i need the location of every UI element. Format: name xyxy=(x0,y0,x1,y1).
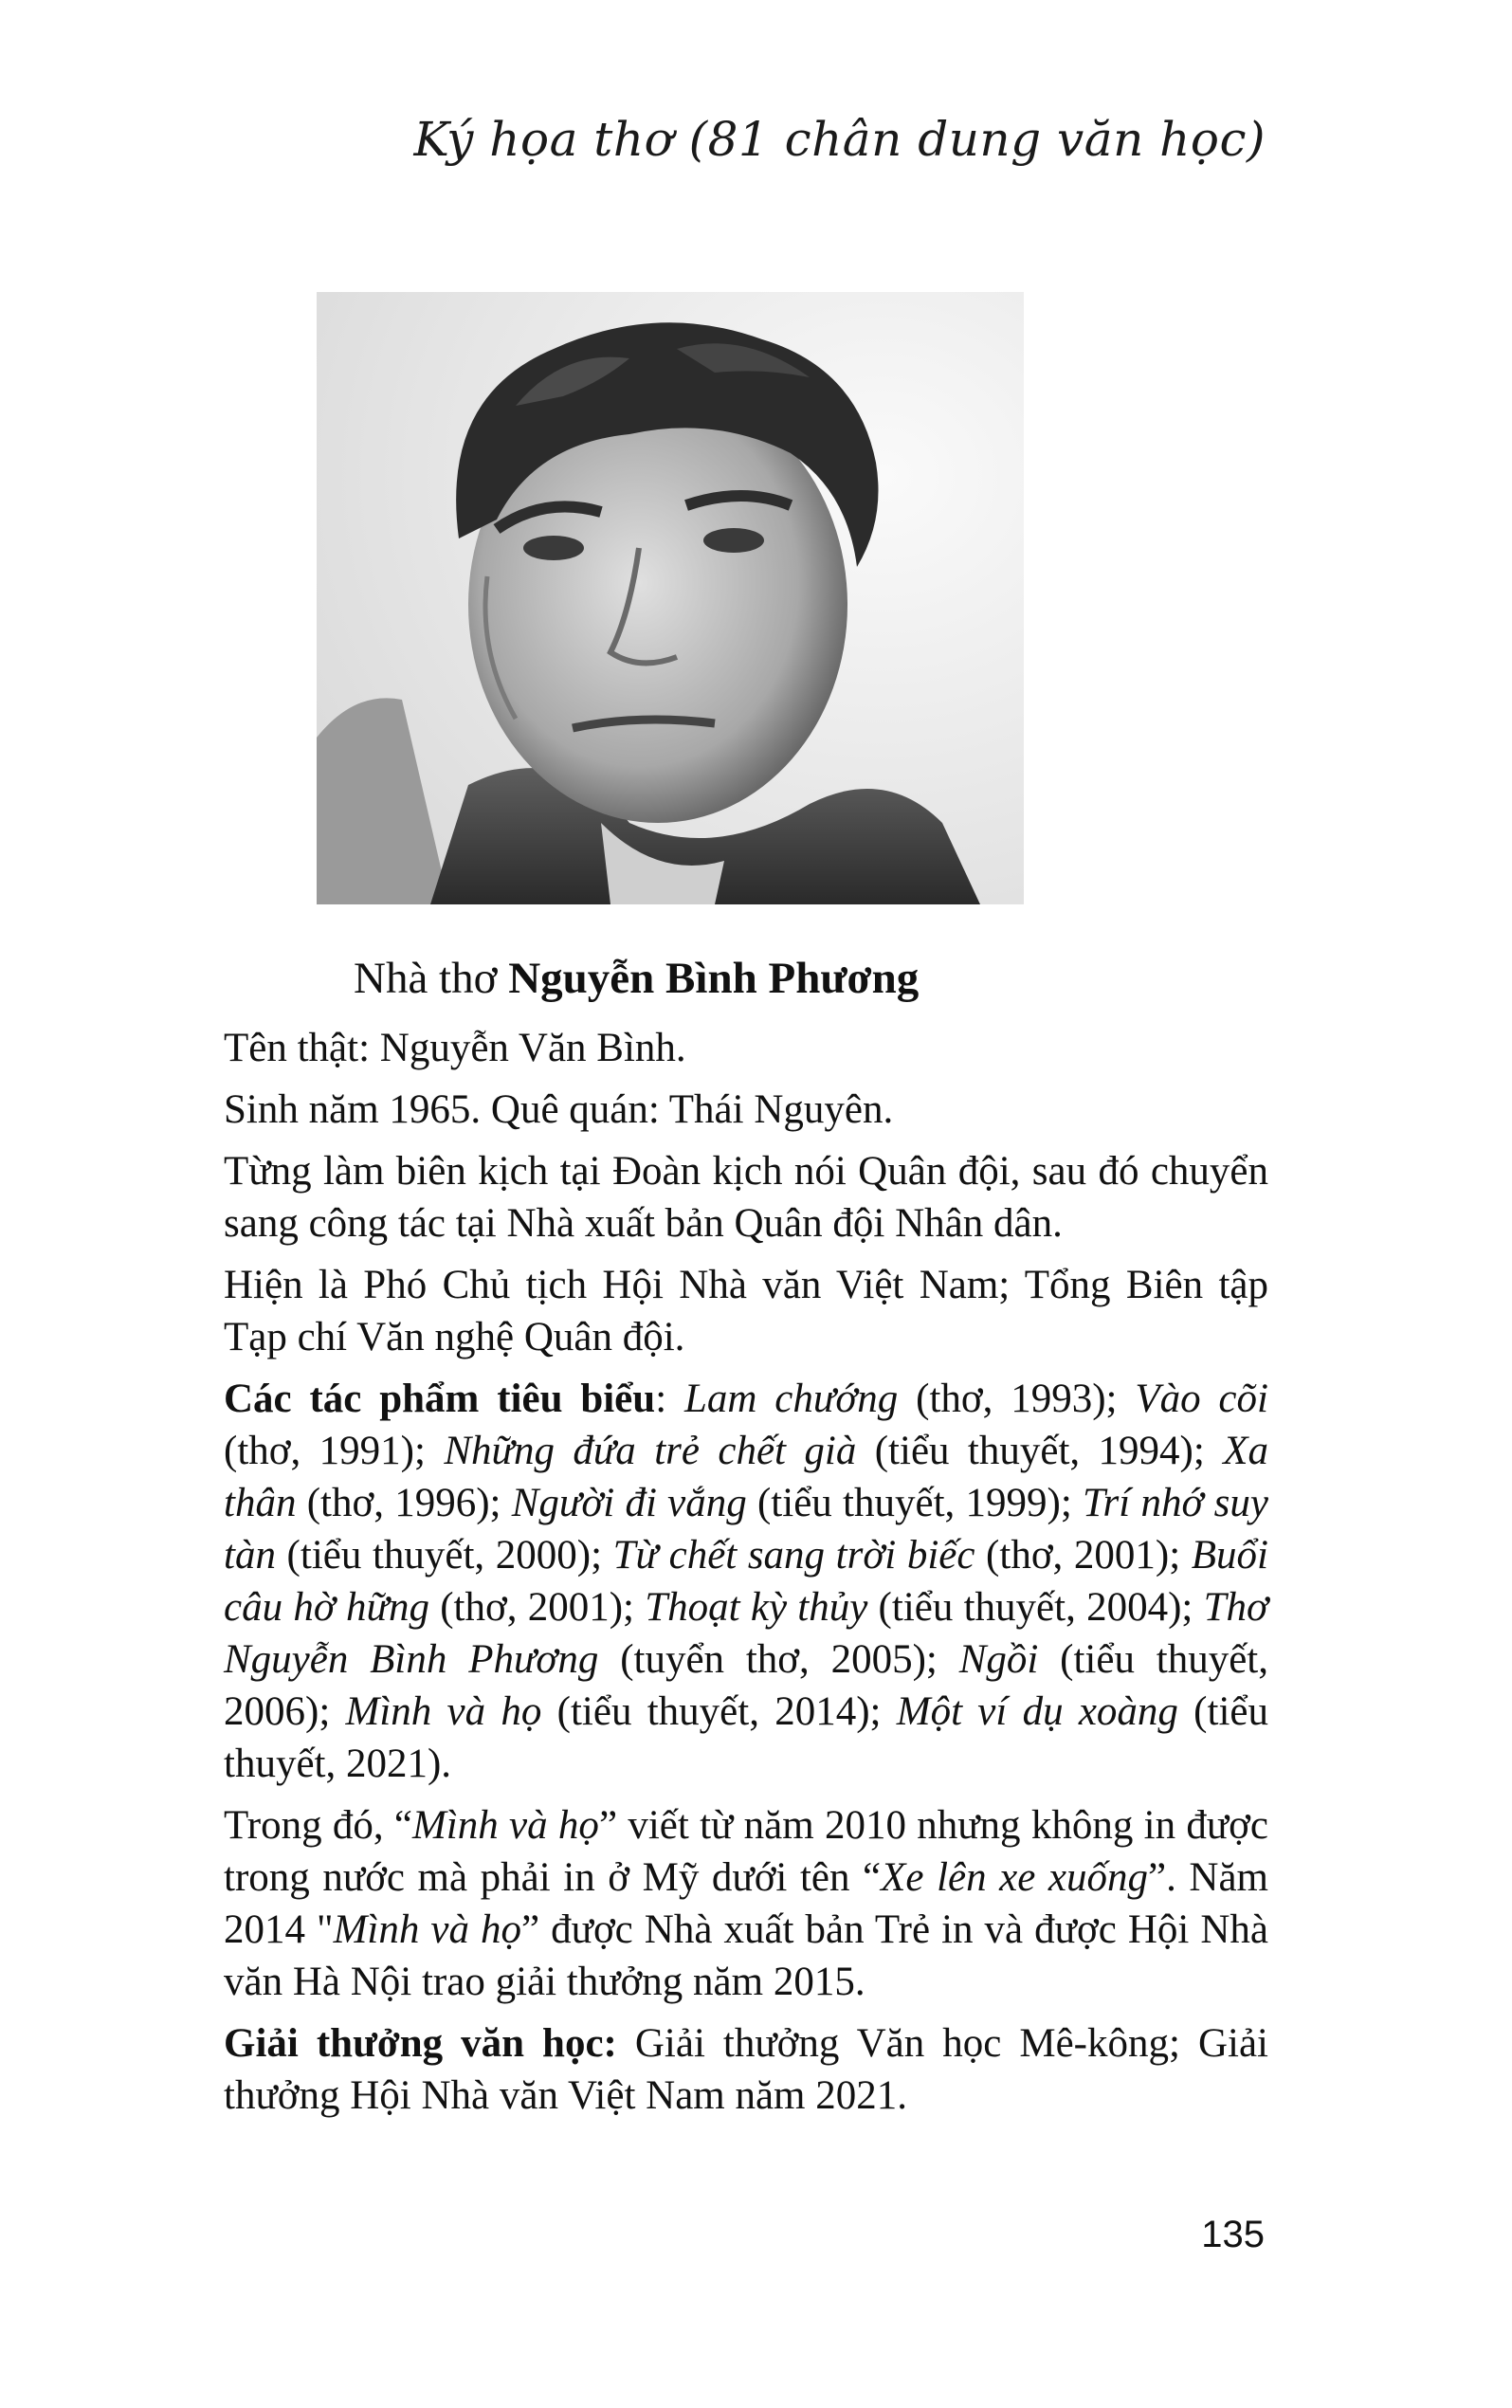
work-title: Xa thân xyxy=(224,1429,1269,1525)
story-paragraph xyxy=(224,1799,1268,2008)
work-title: Ngồi xyxy=(958,1637,1039,1682)
awards-paragraph xyxy=(224,2017,1268,2122)
works-colon: : xyxy=(655,1377,684,1421)
work-title: Từ chết sang trời biếc xyxy=(612,1533,975,1578)
work-title: Thoạt kỳ thủy xyxy=(645,1585,868,1630)
works-paragraph xyxy=(224,1373,1268,1790)
poet-portrait-icon xyxy=(317,292,1024,904)
work-note: (tiểu thuyết, 2004); xyxy=(867,1585,1204,1630)
work-title: Lam chướng xyxy=(683,1377,899,1421)
story-text: ”. Năm 2014 " xyxy=(224,1855,1268,1952)
portrait-photo xyxy=(317,292,1024,904)
work-title: Vào cõi xyxy=(1135,1377,1268,1421)
work-note: (thơ, 1996); xyxy=(296,1481,512,1525)
work-note: (tiểu thuyết, 2014); xyxy=(541,1689,897,1734)
works-label: Các tác phẩm tiêu biểu xyxy=(224,1377,656,1421)
awards-label: Giải thưởng văn học: xyxy=(224,2021,617,2066)
running-header: Ký họa thơ (81 chân dung văn học) xyxy=(413,112,1266,167)
work-note: (thơ, 1993); xyxy=(898,1377,1136,1421)
biography xyxy=(224,1022,1268,2131)
work-title: Thơ Nguyễn Bình Phương xyxy=(224,1585,1268,1682)
poet-prefix: Nhà thơ xyxy=(354,954,509,1003)
page-number: 135 xyxy=(1201,2214,1265,2255)
story-title: Mình và họ xyxy=(412,1803,599,1848)
story-title: Mình và họ xyxy=(333,1907,522,1952)
work-title: Một ví dụ xoàng xyxy=(896,1689,1178,1734)
work-note: (tiểu thuyết, 2000); xyxy=(275,1533,613,1578)
awards-text: Giải thưởng Văn học Mê-kông; Giải thưởng Hội Nhà văn Việt Nam năm 2021. xyxy=(224,2021,1268,2118)
story-text: ” viết từ năm 2010 nhưng không in được trong nước mà phải in ở Mỹ dưới tên “ xyxy=(224,1803,1268,1900)
work-title: Những đứa trẻ chết già xyxy=(444,1429,857,1473)
work-title: Người đi vắng xyxy=(511,1481,747,1525)
work-note: (tuyển thơ, 2005); xyxy=(598,1637,959,1682)
work-note: (thơ, 2001); xyxy=(428,1585,646,1630)
work-title: Mình và họ xyxy=(345,1689,542,1734)
real-name-paragraph: Tên thật: Nguyễn Văn Bình. xyxy=(224,1026,686,1070)
work-note: (tiểu thuyết, 1994); xyxy=(856,1429,1224,1473)
work-note: (thơ, 2001); xyxy=(975,1533,1192,1578)
story-text: Trong đó, “ xyxy=(224,1803,412,1848)
current-position-paragraph: Hiện là Phó Chủ tịch Hội Nhà văn Việt Nam; Tổng Biên tập Tạp chí Văn nghệ Quân đội. xyxy=(224,1263,1268,1359)
work-note: (tiểu thuyết, 1999); xyxy=(746,1481,1084,1525)
work-title: Buổi câu hờ hững xyxy=(224,1533,1268,1630)
work-note: (thơ, 1991); xyxy=(224,1429,445,1473)
poet-name: Nguyễn Bình Phương xyxy=(508,954,920,1003)
work-note: (tiểu thuyết, 2021). xyxy=(224,1689,1268,1786)
poet-title xyxy=(354,953,919,1004)
birth-paragraph: Sinh năm 1965. Quê quán: Thái Nguyên. xyxy=(224,1087,894,1132)
career-paragraph: Từng làm biên kịch tại Đoàn kịch nói Quân đội, sau đó chuyển sang công tác tại Nhà xuất bản Quân đội Nhân dân. xyxy=(224,1149,1268,1246)
story-title: Xe lên xe xuống xyxy=(881,1855,1148,1900)
work-note: (tiểu thuyết, 2006); xyxy=(224,1637,1269,1734)
story-text: ” được Nhà xuất bản Trẻ in và được Hội Nhà văn Hà Nội trao giải thưởng năm 2015. xyxy=(224,1907,1268,2004)
work-title: Trí nhớ suy tàn xyxy=(224,1481,1268,1578)
